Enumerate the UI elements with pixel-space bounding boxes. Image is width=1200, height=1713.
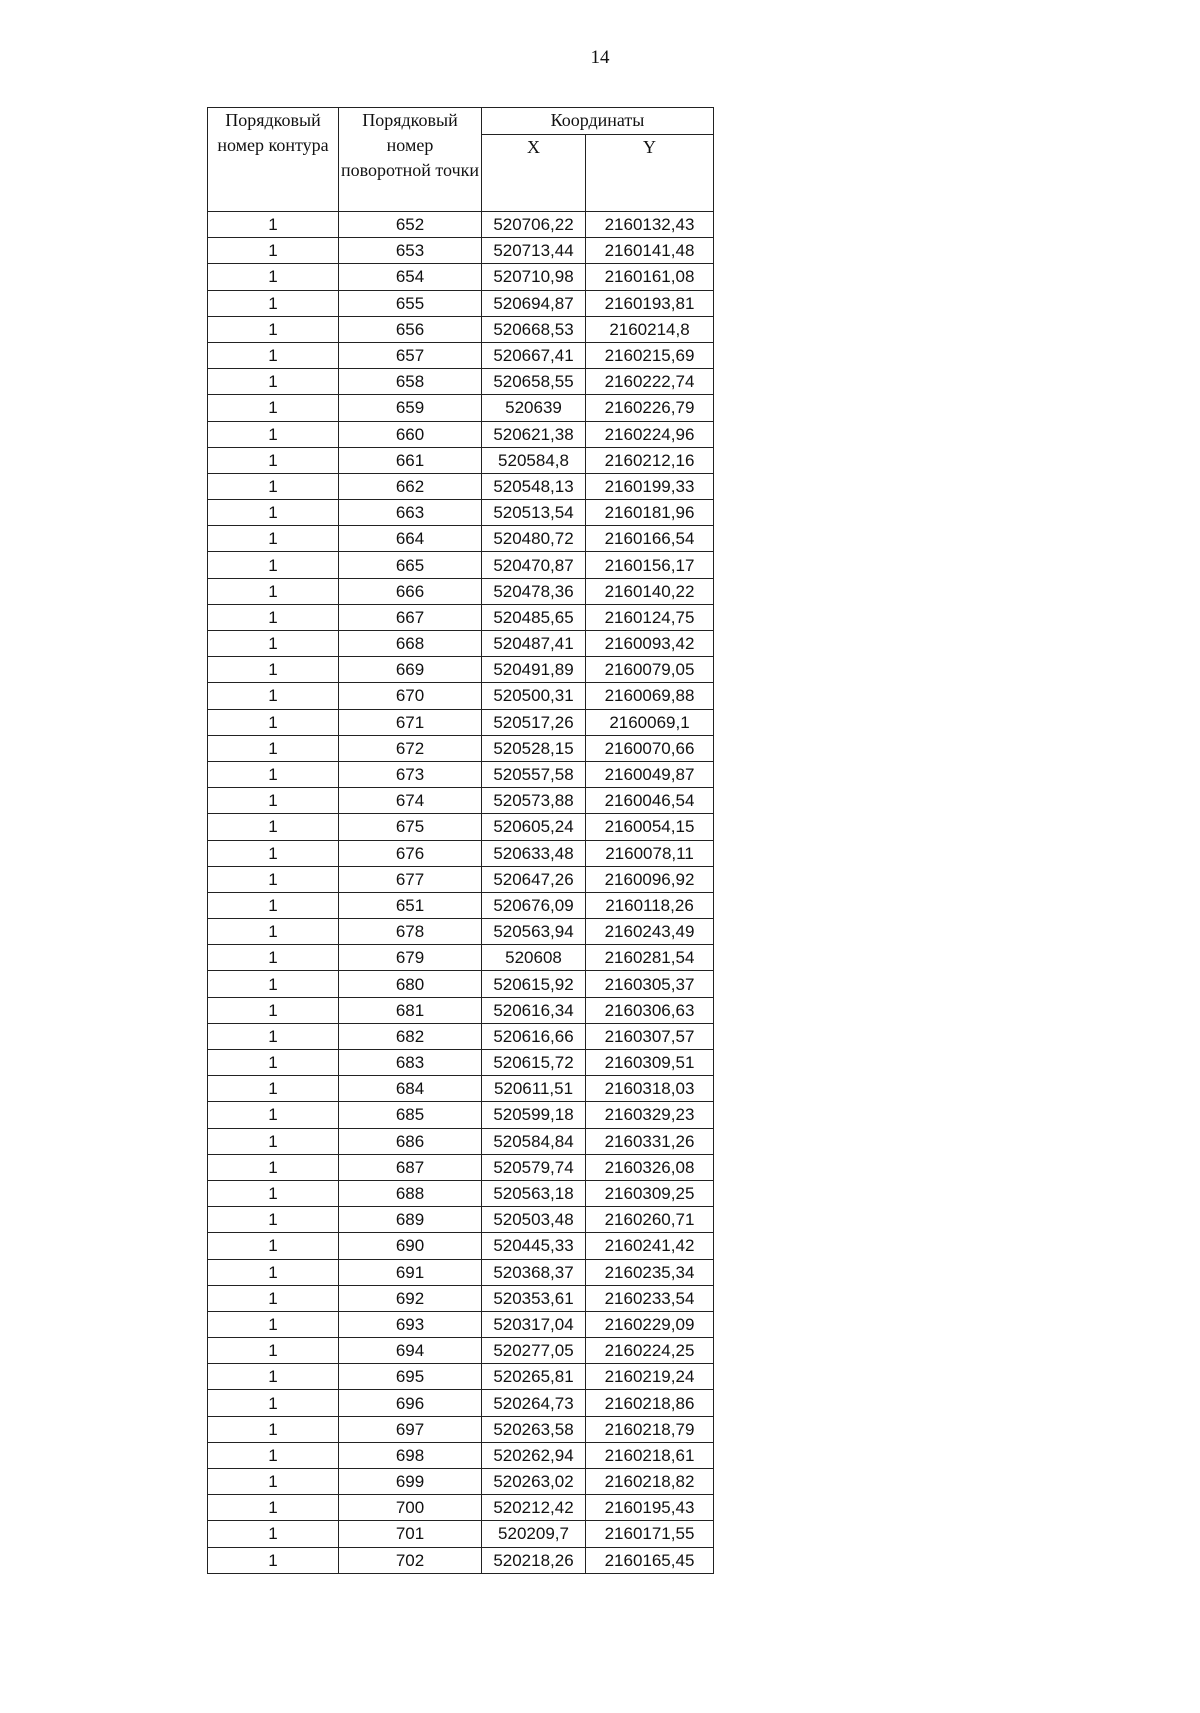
cell-x: 520487,41 xyxy=(482,631,586,657)
table-row xyxy=(208,1311,714,1337)
cell-point-number: 657 xyxy=(339,342,482,368)
cell-point-number: 696 xyxy=(339,1390,482,1416)
cell-point-number: 689 xyxy=(339,1207,482,1233)
cell-x: 520557,58 xyxy=(482,761,586,787)
cell-point-number: 652 xyxy=(339,212,482,238)
table-row xyxy=(208,316,714,342)
cell-x: 520470,87 xyxy=(482,552,586,578)
cell-y: 2160124,75 xyxy=(586,604,714,630)
cell-contour-number: 1 xyxy=(208,683,339,709)
cell-x: 520639 xyxy=(482,395,586,421)
cell-point-number: 672 xyxy=(339,735,482,761)
cell-y: 2160214,8 xyxy=(586,316,714,342)
cell-contour-number: 1 xyxy=(208,1180,339,1206)
cell-y: 2160070,66 xyxy=(586,735,714,761)
cell-y: 2160309,25 xyxy=(586,1180,714,1206)
cell-contour-number: 1 xyxy=(208,212,339,238)
cell-point-number: 698 xyxy=(339,1442,482,1468)
cell-x: 520500,31 xyxy=(482,683,586,709)
cell-point-number: 663 xyxy=(339,500,482,526)
cell-y: 2160165,45 xyxy=(586,1547,714,1573)
cell-x: 520480,72 xyxy=(482,526,586,552)
cell-y: 2160229,09 xyxy=(586,1311,714,1337)
cell-x: 520611,51 xyxy=(482,1076,586,1102)
cell-x: 520317,04 xyxy=(482,1311,586,1337)
cell-y: 2160307,57 xyxy=(586,1023,714,1049)
table-row xyxy=(208,238,714,264)
cell-x: 520710,98 xyxy=(482,264,586,290)
table-row xyxy=(208,500,714,526)
cell-contour-number: 1 xyxy=(208,1416,339,1442)
cell-contour-number: 1 xyxy=(208,1364,339,1390)
table-row xyxy=(208,212,714,238)
cell-contour-number: 1 xyxy=(208,866,339,892)
cell-point-number: 660 xyxy=(339,421,482,447)
cell-y: 2160218,86 xyxy=(586,1390,714,1416)
cell-x: 520503,48 xyxy=(482,1207,586,1233)
cell-x: 520599,18 xyxy=(482,1102,586,1128)
cell-x: 520218,26 xyxy=(482,1547,586,1573)
header-y: Y xyxy=(586,135,714,212)
table-row xyxy=(208,840,714,866)
cell-point-number: 674 xyxy=(339,788,482,814)
cell-contour-number: 1 xyxy=(208,1076,339,1102)
cell-y: 2160046,54 xyxy=(586,788,714,814)
cell-y: 2160218,61 xyxy=(586,1442,714,1468)
cell-contour-number: 1 xyxy=(208,892,339,918)
table-row xyxy=(208,395,714,421)
cell-point-number: 675 xyxy=(339,814,482,840)
header-point-number: Порядковый номер поворотной точки xyxy=(339,108,482,212)
cell-x: 520563,18 xyxy=(482,1180,586,1206)
cell-x: 520584,8 xyxy=(482,447,586,473)
cell-contour-number: 1 xyxy=(208,526,339,552)
cell-y: 2160166,54 xyxy=(586,526,714,552)
cell-point-number: 653 xyxy=(339,238,482,264)
cell-point-number: 677 xyxy=(339,866,482,892)
cell-y: 2160281,54 xyxy=(586,945,714,971)
table-row xyxy=(208,709,714,735)
table-row xyxy=(208,761,714,787)
cell-x: 520667,41 xyxy=(482,342,586,368)
cell-point-number: 679 xyxy=(339,945,482,971)
cell-point-number: 654 xyxy=(339,264,482,290)
table-row xyxy=(208,919,714,945)
cell-y: 2160222,74 xyxy=(586,369,714,395)
cell-x: 520517,26 xyxy=(482,709,586,735)
cell-contour-number: 1 xyxy=(208,395,339,421)
cell-x: 520353,61 xyxy=(482,1285,586,1311)
cell-y: 2160326,08 xyxy=(586,1154,714,1180)
cell-point-number: 668 xyxy=(339,631,482,657)
table-row xyxy=(208,788,714,814)
cell-y: 2160156,17 xyxy=(586,552,714,578)
cell-contour-number: 1 xyxy=(208,604,339,630)
cell-y: 2160195,43 xyxy=(586,1495,714,1521)
cell-point-number: 669 xyxy=(339,657,482,683)
cell-point-number: 688 xyxy=(339,1180,482,1206)
cell-contour-number: 1 xyxy=(208,1233,339,1259)
cell-contour-number: 1 xyxy=(208,1547,339,1573)
cell-contour-number: 1 xyxy=(208,1207,339,1233)
cell-y: 2160305,37 xyxy=(586,971,714,997)
cell-point-number: 680 xyxy=(339,971,482,997)
table-row xyxy=(208,1547,714,1573)
cell-contour-number: 1 xyxy=(208,814,339,840)
cell-contour-number: 1 xyxy=(208,1495,339,1521)
cell-contour-number: 1 xyxy=(208,552,339,578)
cell-point-number: 655 xyxy=(339,290,482,316)
cell-y: 2160132,43 xyxy=(586,212,714,238)
cell-contour-number: 1 xyxy=(208,1442,339,1468)
cell-contour-number: 1 xyxy=(208,971,339,997)
table-row xyxy=(208,1180,714,1206)
cell-y: 2160306,63 xyxy=(586,997,714,1023)
cell-point-number: 682 xyxy=(339,1023,482,1049)
header-x: X xyxy=(482,135,586,212)
cell-contour-number: 1 xyxy=(208,238,339,264)
table-row xyxy=(208,997,714,1023)
table-row xyxy=(208,1285,714,1311)
table-row xyxy=(208,552,714,578)
table-row xyxy=(208,1102,714,1128)
cell-y: 2160215,69 xyxy=(586,342,714,368)
cell-contour-number: 1 xyxy=(208,631,339,657)
cell-contour-number: 1 xyxy=(208,997,339,1023)
table-row xyxy=(208,945,714,971)
cell-contour-number: 1 xyxy=(208,264,339,290)
table-row xyxy=(208,683,714,709)
cell-point-number: 684 xyxy=(339,1076,482,1102)
cell-contour-number: 1 xyxy=(208,1154,339,1180)
table-row xyxy=(208,290,714,316)
table-row xyxy=(208,1076,714,1102)
cell-x: 520263,58 xyxy=(482,1416,586,1442)
cell-contour-number: 1 xyxy=(208,657,339,683)
cell-point-number: 659 xyxy=(339,395,482,421)
cell-point-number: 694 xyxy=(339,1338,482,1364)
cell-x: 520713,44 xyxy=(482,238,586,264)
cell-point-number: 670 xyxy=(339,683,482,709)
cell-point-number: 662 xyxy=(339,473,482,499)
cell-contour-number: 1 xyxy=(208,342,339,368)
cell-point-number: 699 xyxy=(339,1469,482,1495)
table-row xyxy=(208,814,714,840)
cell-y: 2160218,82 xyxy=(586,1469,714,1495)
cell-y: 2160140,22 xyxy=(586,578,714,604)
cell-contour-number: 1 xyxy=(208,840,339,866)
cell-x: 520212,42 xyxy=(482,1495,586,1521)
cell-y: 2160241,42 xyxy=(586,1233,714,1259)
cell-y: 2160235,34 xyxy=(586,1259,714,1285)
cell-contour-number: 1 xyxy=(208,1023,339,1049)
cell-y: 2160260,71 xyxy=(586,1207,714,1233)
cell-contour-number: 1 xyxy=(208,578,339,604)
cell-contour-number: 1 xyxy=(208,447,339,473)
cell-point-number: 702 xyxy=(339,1547,482,1573)
cell-point-number: 651 xyxy=(339,892,482,918)
cell-y: 2160193,81 xyxy=(586,290,714,316)
header-contour-number: Порядковый номер контура xyxy=(208,108,339,212)
table-row xyxy=(208,735,714,761)
cell-x: 520528,15 xyxy=(482,735,586,761)
table-row xyxy=(208,264,714,290)
table-header xyxy=(208,108,714,212)
table-row xyxy=(208,369,714,395)
cell-x: 520579,74 xyxy=(482,1154,586,1180)
cell-x: 520263,02 xyxy=(482,1469,586,1495)
table-row xyxy=(208,1390,714,1416)
cell-contour-number: 1 xyxy=(208,369,339,395)
cell-x: 520478,36 xyxy=(482,578,586,604)
header-coordinates: Координаты xyxy=(482,108,714,135)
cell-point-number: 658 xyxy=(339,369,482,395)
cell-x: 520445,33 xyxy=(482,1233,586,1259)
cell-contour-number: 1 xyxy=(208,290,339,316)
cell-contour-number: 1 xyxy=(208,1050,339,1076)
cell-x: 520668,53 xyxy=(482,316,586,342)
cell-point-number: 673 xyxy=(339,761,482,787)
cell-point-number: 683 xyxy=(339,1050,482,1076)
cell-contour-number: 1 xyxy=(208,735,339,761)
cell-contour-number: 1 xyxy=(208,1259,339,1285)
cell-x: 520209,7 xyxy=(482,1521,586,1547)
cell-x: 520616,34 xyxy=(482,997,586,1023)
table-row xyxy=(208,342,714,368)
cell-y: 2160096,92 xyxy=(586,866,714,892)
table-row xyxy=(208,473,714,499)
cell-x: 520676,09 xyxy=(482,892,586,918)
cell-point-number: 692 xyxy=(339,1285,482,1311)
cell-x: 520633,48 xyxy=(482,840,586,866)
table-row xyxy=(208,1495,714,1521)
cell-point-number: 695 xyxy=(339,1364,482,1390)
cell-x: 520658,55 xyxy=(482,369,586,395)
cell-point-number: 687 xyxy=(339,1154,482,1180)
page-number: 14 xyxy=(590,47,610,68)
table-row xyxy=(208,1469,714,1495)
cell-contour-number: 1 xyxy=(208,1469,339,1495)
cell-point-number: 656 xyxy=(339,316,482,342)
table-row xyxy=(208,578,714,604)
cell-y: 2160069,1 xyxy=(586,709,714,735)
cell-point-number: 693 xyxy=(339,1311,482,1337)
cell-x: 520548,13 xyxy=(482,473,586,499)
cell-contour-number: 1 xyxy=(208,1102,339,1128)
cell-x: 520264,73 xyxy=(482,1390,586,1416)
table-row xyxy=(208,1233,714,1259)
cell-y: 2160079,05 xyxy=(586,657,714,683)
cell-x: 520485,65 xyxy=(482,604,586,630)
cell-contour-number: 1 xyxy=(208,788,339,814)
cell-point-number: 661 xyxy=(339,447,482,473)
cell-x: 520563,94 xyxy=(482,919,586,945)
table-row xyxy=(208,1442,714,1468)
cell-y: 2160199,33 xyxy=(586,473,714,499)
cell-y: 2160171,55 xyxy=(586,1521,714,1547)
cell-contour-number: 1 xyxy=(208,500,339,526)
table-row xyxy=(208,1023,714,1049)
cell-y: 2160331,26 xyxy=(586,1128,714,1154)
cell-contour-number: 1 xyxy=(208,1338,339,1364)
cell-contour-number: 1 xyxy=(208,919,339,945)
cell-x: 520277,05 xyxy=(482,1338,586,1364)
cell-point-number: 681 xyxy=(339,997,482,1023)
cell-x: 520647,26 xyxy=(482,866,586,892)
cell-x: 520368,37 xyxy=(482,1259,586,1285)
cell-x: 520584,84 xyxy=(482,1128,586,1154)
cell-contour-number: 1 xyxy=(208,761,339,787)
table-row xyxy=(208,421,714,447)
table-row xyxy=(208,604,714,630)
cell-x: 520615,92 xyxy=(482,971,586,997)
cell-point-number: 671 xyxy=(339,709,482,735)
cell-y: 2160224,25 xyxy=(586,1338,714,1364)
coordinates-table xyxy=(207,107,714,1574)
cell-contour-number: 1 xyxy=(208,1285,339,1311)
cell-x: 520616,66 xyxy=(482,1023,586,1049)
cell-x: 520608 xyxy=(482,945,586,971)
cell-x: 520706,22 xyxy=(482,212,586,238)
cell-y: 2160161,08 xyxy=(586,264,714,290)
cell-x: 520262,94 xyxy=(482,1442,586,1468)
cell-point-number: 676 xyxy=(339,840,482,866)
cell-y: 2160093,42 xyxy=(586,631,714,657)
cell-point-number: 690 xyxy=(339,1233,482,1259)
cell-y: 2160219,24 xyxy=(586,1364,714,1390)
table-row xyxy=(208,1128,714,1154)
cell-y: 2160078,11 xyxy=(586,840,714,866)
cell-x: 520265,81 xyxy=(482,1364,586,1390)
cell-x: 520621,38 xyxy=(482,421,586,447)
table-row xyxy=(208,631,714,657)
cell-point-number: 686 xyxy=(339,1128,482,1154)
cell-x: 520615,72 xyxy=(482,1050,586,1076)
cell-y: 2160318,03 xyxy=(586,1076,714,1102)
cell-y: 2160054,15 xyxy=(586,814,714,840)
cell-y: 2160243,49 xyxy=(586,919,714,945)
cell-contour-number: 1 xyxy=(208,945,339,971)
cell-y: 2160049,87 xyxy=(586,761,714,787)
cell-y: 2160218,79 xyxy=(586,1416,714,1442)
cell-contour-number: 1 xyxy=(208,1311,339,1337)
cell-point-number: 697 xyxy=(339,1416,482,1442)
table-body xyxy=(208,212,714,1574)
cell-x: 520573,88 xyxy=(482,788,586,814)
table-row xyxy=(208,1521,714,1547)
cell-x: 520605,24 xyxy=(482,814,586,840)
cell-contour-number: 1 xyxy=(208,316,339,342)
cell-point-number: 685 xyxy=(339,1102,482,1128)
cell-x: 520513,54 xyxy=(482,500,586,526)
cell-contour-number: 1 xyxy=(208,1521,339,1547)
table-row xyxy=(208,657,714,683)
cell-contour-number: 1 xyxy=(208,709,339,735)
cell-x: 520491,89 xyxy=(482,657,586,683)
cell-point-number: 678 xyxy=(339,919,482,945)
cell-y: 2160118,26 xyxy=(586,892,714,918)
cell-x: 520694,87 xyxy=(482,290,586,316)
cell-point-number: 701 xyxy=(339,1521,482,1547)
cell-point-number: 691 xyxy=(339,1259,482,1285)
table-row xyxy=(208,1416,714,1442)
cell-y: 2160069,88 xyxy=(586,683,714,709)
table-row xyxy=(208,892,714,918)
table-row xyxy=(208,447,714,473)
cell-y: 2160226,79 xyxy=(586,395,714,421)
table-row xyxy=(208,866,714,892)
cell-y: 2160181,96 xyxy=(586,500,714,526)
cell-y: 2160141,48 xyxy=(586,238,714,264)
table-row xyxy=(208,1050,714,1076)
cell-y: 2160212,16 xyxy=(586,447,714,473)
cell-point-number: 700 xyxy=(339,1495,482,1521)
cell-contour-number: 1 xyxy=(208,473,339,499)
cell-y: 2160233,54 xyxy=(586,1285,714,1311)
table-row xyxy=(208,1364,714,1390)
cell-y: 2160224,96 xyxy=(586,421,714,447)
table-row xyxy=(208,971,714,997)
table-row xyxy=(208,1338,714,1364)
cell-point-number: 667 xyxy=(339,604,482,630)
table-row xyxy=(208,526,714,552)
cell-y: 2160309,51 xyxy=(586,1050,714,1076)
cell-point-number: 664 xyxy=(339,526,482,552)
cell-point-number: 666 xyxy=(339,578,482,604)
cell-contour-number: 1 xyxy=(208,1128,339,1154)
table-row xyxy=(208,1259,714,1285)
table-row xyxy=(208,1207,714,1233)
cell-point-number: 665 xyxy=(339,552,482,578)
table-row xyxy=(208,1154,714,1180)
cell-y: 2160329,23 xyxy=(586,1102,714,1128)
cell-contour-number: 1 xyxy=(208,1390,339,1416)
cell-contour-number: 1 xyxy=(208,421,339,447)
